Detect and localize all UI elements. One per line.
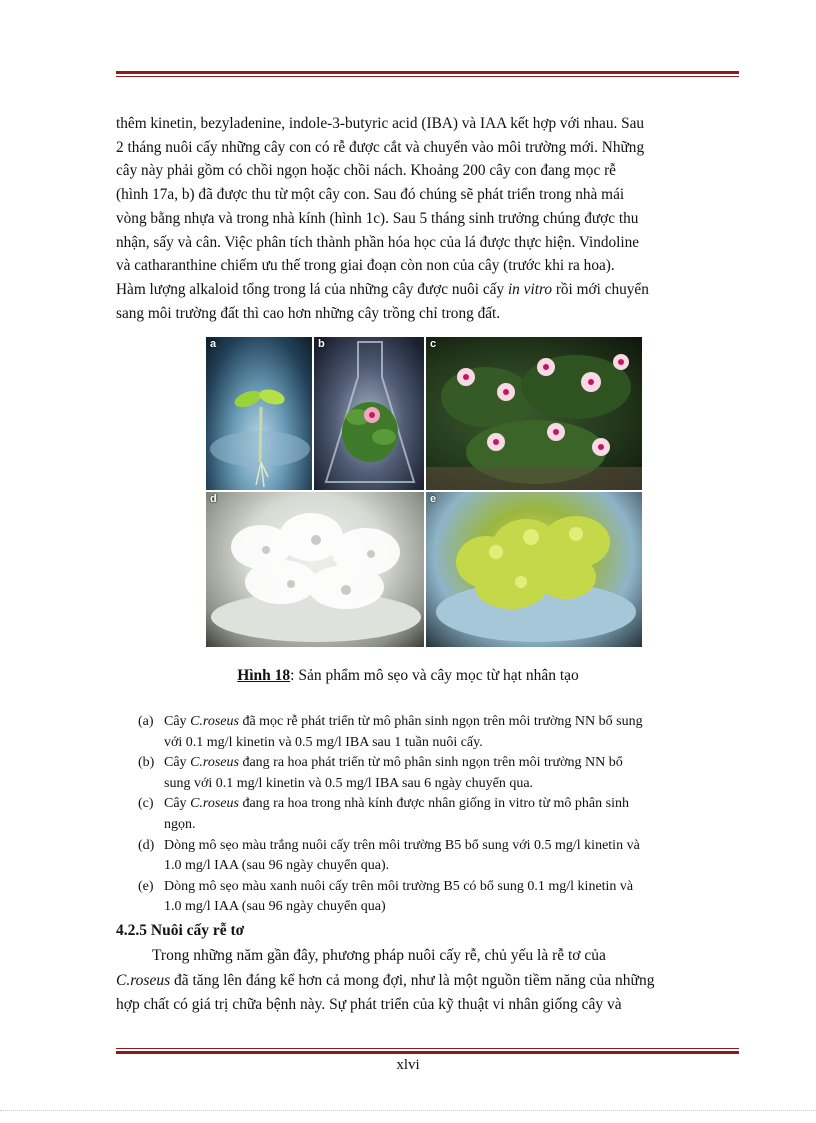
figure-panel-d	[205, 491, 425, 648]
figure-panel-b	[313, 336, 425, 491]
list-item: (a) Cây C.roseus đã mọc rễ phát triển từ mô phân sinh ngọn trên môi trường NN bổ sung với 0.1 mg/l kinetin và 0.5 mg/l IBA sau 1 tuần nuôi cấy.	[138, 712, 740, 753]
text-line: Trong những năm gần đây, phương pháp nuôi cấy rễ, chủ yếu là rễ tơ của	[152, 947, 606, 964]
text-line: cây này phải gồm có chồi ngọn hoặc chồi nách. Khoảng 200 cây con đang mọc rễ	[116, 162, 616, 180]
white-callus-illustration	[206, 492, 425, 648]
figure-18	[205, 336, 643, 648]
list-marker: (d)	[138, 837, 155, 853]
seedling-illustration	[206, 337, 313, 491]
figure-caption-text: : Sản phẩm mô sẹo và cây mọc từ hạt nhân tạo	[290, 667, 579, 684]
section-body	[116, 944, 740, 1018]
list-marker: (b)	[138, 755, 155, 771]
text-line: hợp chất có giá trị chữa bệnh này. Sự phát triển của kỹ thuật vi nhân giống cây và	[116, 996, 622, 1013]
text-line: thêm kinetin, bezyladenine, indole-3-butyric acid (IBA) và IAA kết hợp với nhau. Sau	[116, 115, 645, 132]
figure-panel-a	[205, 336, 313, 491]
in-vitro-term: in vitro	[507, 280, 552, 298]
list-item: (b) Cây C.roseus đang ra hoa phát triển từ mô phân sinh ngọn trên môi trường NN bổ sung với 0.1 mg/l kinetin và 0.5 mg/l IBA sau 6 ngày chuyển qua.	[138, 753, 740, 794]
list-item: (c) Cây C.roseus đang ra hoa trong nhà kính được nhân giống in vitro từ mô phân sinh ngọn.	[138, 794, 740, 835]
text-line: C.roseus đã tăng lên đáng kể hơn cả mong đợi, như là một nguồn tiềm năng của những	[116, 971, 655, 989]
figure-panel-c	[425, 336, 643, 491]
text-line: nhận, sấy và cân. Việc phân tích thành phần hóa học của lá được thực hiện. Vindoline	[116, 233, 640, 251]
list-marker: (e)	[138, 878, 154, 894]
text-line: sang môi trường đất thì cao hơn những cây trồng chỉ trong đất.	[116, 304, 501, 322]
species-name: C.roseus	[190, 714, 239, 729]
panel-label: d	[210, 493, 217, 505]
green-callus-illustration	[426, 492, 643, 648]
panel-label: c	[430, 338, 437, 350]
panel-label: b	[318, 338, 325, 350]
text-line: (hình 17a, b) đã được thu từ một cây con. Sau đó chúng sẽ phát triển trong nhà mái	[116, 186, 625, 204]
list-marker: (a)	[138, 714, 154, 729]
species-name: C.roseus	[190, 755, 239, 771]
footer-rule	[116, 1048, 739, 1054]
species-name: C.roseus	[190, 796, 239, 812]
figure-caption-label: Hình 18	[237, 667, 291, 684]
panel-label: e	[430, 493, 437, 505]
panel-label: a	[210, 338, 217, 350]
paragraph-1	[116, 112, 740, 325]
list-marker: (c)	[138, 796, 154, 812]
list-item: (d) Dòng mô sẹo màu trắng nuôi cấy trên môi trường B5 bổ sung với 0.5 mg/l kinetin và 1.0 mg/l IAA (sau 96 ngày chuyển qua).	[138, 836, 740, 877]
text-line: vòng bằng nhựa và trong nhà kính (hình 1c). Sau 5 tháng sinh trưởng chúng được thu	[116, 209, 639, 227]
section-heading: 4.2.5 Nuôi cấy rễ tơ	[116, 922, 245, 939]
page-edge-dots	[0, 1110, 816, 1112]
text-line: và catharanthine chiếm ưu thế trong giai đoạn còn non của cây (trước khi ra hoa).	[116, 257, 615, 275]
species-name: C.roseus	[116, 971, 171, 989]
figure-panel-e	[425, 491, 643, 648]
greenhouse-flowers-illustration	[426, 337, 643, 491]
figure-legend-list	[138, 712, 740, 918]
flask-plant-illustration	[314, 337, 425, 491]
list-item: (e) Dòng mô sẹo màu xanh nuôi cấy trên môi trường B5 có bổ sung 0.1 mg/l kinetin và 1.0 mg/l IAA (sau 96 ngày chuyển qua)	[138, 877, 740, 918]
text-line: Hàm lượng alkaloid tổng trong lá của những cây được nuôi cấy in vitro rồi mới chuyển	[116, 280, 649, 298]
header-rule	[116, 71, 739, 77]
text-line: 2 tháng nuôi cấy những cây con có rễ được cắt và chuyển vào môi trường mới. Những	[116, 138, 645, 156]
page-number: xlvi	[396, 1057, 420, 1073]
figure-caption	[0, 667, 816, 685]
